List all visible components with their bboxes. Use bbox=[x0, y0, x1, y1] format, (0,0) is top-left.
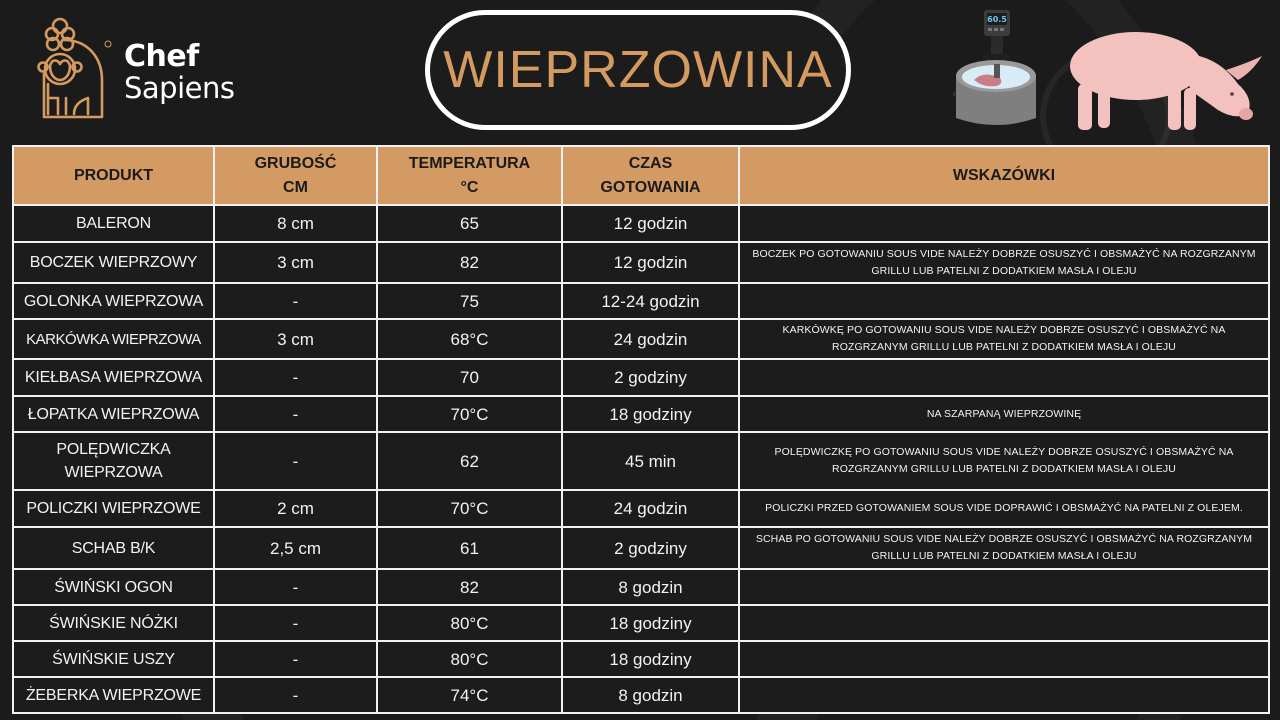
cell-grubosc: - bbox=[214, 569, 377, 605]
cell-wskazowki bbox=[739, 677, 1269, 713]
cell-czas: 45 min bbox=[562, 432, 739, 490]
header-produkt: PRODUKT bbox=[13, 146, 214, 205]
cell-temperatura: 62 bbox=[377, 432, 562, 490]
cell-czas: 12-24 godzin bbox=[562, 283, 739, 319]
table-header-row bbox=[13, 146, 1269, 205]
cell-wskazowki: KARKÓWKĘ PO GOTOWANIU SOUS VIDE NALEŻY DOBRZE OSUSZYĆ I OBSMAŻYĆ NA ROZGRZANYM GRILLU LUB PATELNI Z DODATKIEM MASŁA I OLEJU bbox=[739, 319, 1269, 359]
cooking-table bbox=[12, 145, 1268, 714]
cell-grubosc: - bbox=[214, 677, 377, 713]
cell-wskazowki: POLICZKI PRZED GOTOWANIEM SOUS VIDE DOPRAWIĆ I OBSMAŻYĆ NA PATELNI Z OLEJEM. bbox=[739, 490, 1269, 527]
page-title-pill bbox=[425, 10, 851, 130]
cell-grubosc: 2,5 cm bbox=[214, 527, 377, 569]
cell-temperatura: 61 bbox=[377, 527, 562, 569]
cell-wskazowki: SCHAB PO GOTOWANIU SOUS VIDE NALEŻY DOBRZE OSUSZYĆ I OBSMAŻYĆ NA ROZGRZANYM GRILLU LUB PATELNI Z DODATKIEM MASŁA I OLEJU bbox=[739, 527, 1269, 569]
cell-grubosc: - bbox=[214, 283, 377, 319]
cell-temperatura: 80°C bbox=[377, 605, 562, 641]
header-grubosc: GRUBOŚĆ CM bbox=[214, 146, 377, 205]
table-row bbox=[13, 527, 1269, 569]
cell-produkt: SCHAB B/K bbox=[13, 527, 214, 569]
brand-logo bbox=[36, 14, 266, 120]
brand-name-line1: Chef bbox=[124, 39, 199, 74]
cell-czas: 2 godziny bbox=[562, 527, 739, 569]
cell-produkt: BOCZEK WIEPRZOWY bbox=[13, 242, 214, 283]
sous-vide-pot-icon bbox=[950, 8, 1042, 128]
cell-grubosc: - bbox=[214, 432, 377, 490]
cell-wskazowki bbox=[739, 359, 1269, 396]
cell-czas: 24 godzin bbox=[562, 319, 739, 359]
table-row bbox=[13, 242, 1269, 283]
table-row bbox=[13, 396, 1269, 432]
cell-temperatura: 75 bbox=[377, 283, 562, 319]
cell-produkt: GOLONKA WIEPRZOWA bbox=[13, 283, 214, 319]
cell-produkt: ŚWIŃSKI OGON bbox=[13, 569, 214, 605]
cell-grubosc: 3 cm bbox=[214, 242, 377, 283]
cell-grubosc: - bbox=[214, 359, 377, 396]
table-row bbox=[13, 205, 1269, 242]
pork-sous-vide-table bbox=[12, 145, 1270, 714]
table-row bbox=[13, 283, 1269, 319]
cell-temperatura: 74°C bbox=[377, 677, 562, 713]
cell-grubosc: - bbox=[214, 605, 377, 641]
cell-produkt: ŁOPATKA WIEPRZOWA bbox=[13, 396, 214, 432]
cell-wskazowki bbox=[739, 283, 1269, 319]
cell-wskazowki: NA SZARPANĄ WIEPRZOWINĘ bbox=[739, 396, 1269, 432]
cell-temperatura: 70 bbox=[377, 359, 562, 396]
table-row bbox=[13, 319, 1269, 359]
header-czas: CZAS GOTOWANIA bbox=[562, 146, 739, 205]
cell-czas: 12 godzin bbox=[562, 242, 739, 283]
cell-czas: 18 godziny bbox=[562, 605, 739, 641]
cell-czas: 18 godziny bbox=[562, 641, 739, 677]
cell-czas: 18 godziny bbox=[562, 396, 739, 432]
cell-temperatura: 82 bbox=[377, 242, 562, 283]
cell-temperatura: 70°C bbox=[377, 490, 562, 527]
cell-produkt: ŚWIŃSKIE NÓŻKI bbox=[13, 605, 214, 641]
cell-temperatura: 68°C bbox=[377, 319, 562, 359]
cell-wskazowki bbox=[739, 641, 1269, 677]
cell-produkt: POLĘDWICZKA WIEPRZOWA bbox=[13, 432, 214, 490]
cell-wskazowki bbox=[739, 205, 1269, 242]
cell-temperatura: 65 bbox=[377, 205, 562, 242]
table-row bbox=[13, 490, 1269, 527]
cell-wskazowki: POLĘDWICZKĘ PO GOTOWANIU SOUS VIDE NALEŻY DOBRZE OSUSZYĆ I OBSMAŻYĆ NA ROZGRZANYM GRILLU LUB PATELNI Z DODATKIEM MASŁA I OLEJU bbox=[739, 432, 1269, 490]
cell-grubosc: 8 cm bbox=[214, 205, 377, 242]
cell-grubosc: 3 cm bbox=[214, 319, 377, 359]
cell-produkt: ŻEBERKA WIEPRZOWE bbox=[13, 677, 214, 713]
cell-grubosc: - bbox=[214, 396, 377, 432]
cell-grubosc: 2 cm bbox=[214, 490, 377, 527]
cell-produkt: BALERON bbox=[13, 205, 214, 242]
cell-czas: 2 godziny bbox=[562, 359, 739, 396]
pig-image bbox=[1058, 14, 1268, 134]
brand-name bbox=[124, 39, 235, 105]
cell-czas: 24 godzin bbox=[562, 490, 739, 527]
cell-czas: 8 godzin bbox=[562, 677, 739, 713]
cell-produkt: KARKÓWKA WIEPRZOWA bbox=[13, 319, 214, 359]
cell-temperatura: 70°C bbox=[377, 396, 562, 432]
cell-produkt: KIEŁBASA WIEPRZOWA bbox=[13, 359, 214, 396]
table-row bbox=[13, 569, 1269, 605]
table-row bbox=[13, 359, 1269, 396]
header-wskazowki: WSKAZÓWKI bbox=[739, 146, 1269, 205]
cell-temperatura: 82 bbox=[377, 569, 562, 605]
table-row bbox=[13, 605, 1269, 641]
cell-produkt: POLICZKI WIEPRZOWE bbox=[13, 490, 214, 527]
cell-wskazowki: BOCZEK PO GOTOWANIU SOUS VIDE NALEŻY DOBRZE OSUSZYĆ I OBSMAŻYĆ NA ROZGRZANYM GRILLU LUB PATELNI Z DODATKIEM MASŁA I OLEJU bbox=[739, 242, 1269, 283]
chef-monkey-logo-icon bbox=[36, 14, 116, 120]
cell-grubosc: - bbox=[214, 641, 377, 677]
cell-temperatura: 80°C bbox=[377, 641, 562, 677]
cell-czas: 8 godzin bbox=[562, 569, 739, 605]
cell-wskazowki bbox=[739, 569, 1269, 605]
cell-produkt: ŚWIŃSKIE USZY bbox=[13, 641, 214, 677]
brand-name-line2: Sapiens bbox=[124, 71, 235, 105]
table-row bbox=[13, 432, 1269, 490]
cell-wskazowki bbox=[739, 605, 1269, 641]
svg-text:60.5: 60.5 bbox=[987, 15, 1007, 24]
header-temperatura: TEMPERATURA °C bbox=[377, 146, 562, 205]
page-title: WIEPRZOWINA bbox=[443, 41, 833, 99]
table-row bbox=[13, 641, 1269, 677]
cell-czas: 12 godzin bbox=[562, 205, 739, 242]
table-row bbox=[13, 677, 1269, 713]
